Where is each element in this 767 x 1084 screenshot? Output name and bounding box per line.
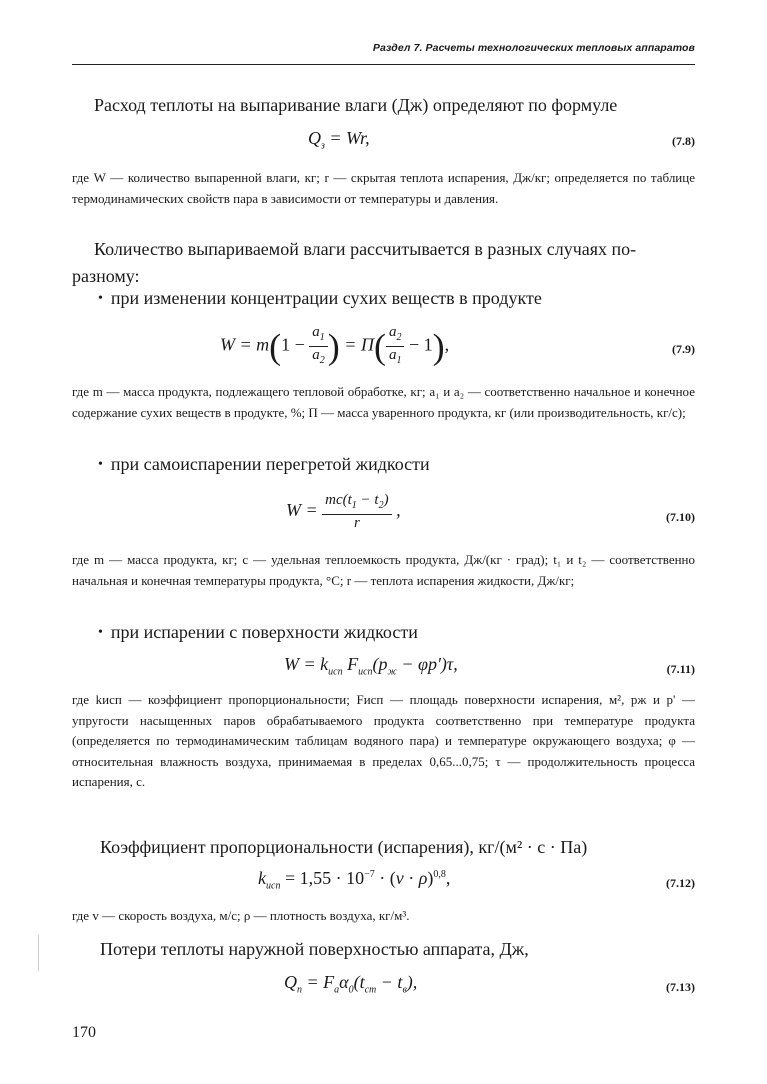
header-rule: [72, 64, 695, 65]
page-number: 170: [72, 1024, 96, 1041]
bullet-label: при изменении концентрации сухих веществ в продукте: [110, 288, 542, 308]
formula-7-8: [72, 128, 695, 168]
formula-7-9-expression: W = m(1 − $\frac{a_1}{a_2}$ ) = П( $\frac{a_2}{a_1}$ − 1),: [220, 324, 450, 367]
paragraph-proportionality-coefficient: Коэффициент пропорциональности (испарения), кг/(м² · с · Па): [100, 837, 588, 857]
bullet-concentration-change: [98, 286, 695, 313]
formula-7-9: [72, 324, 695, 374]
bullet-icon: •: [98, 625, 103, 640]
formula-7-13-number: (7.13): [666, 980, 695, 994]
bullet-surface-evaporation: [98, 620, 695, 647]
formula-7-8-number: (7.8): [672, 134, 695, 148]
bullet-icon: •: [98, 457, 103, 472]
margin-mark: [38, 935, 39, 971]
formula-7-8-expression: $Q_з = Wr$,: [308, 128, 370, 152]
formula-7-10-expression: W = $\frac{mc(t_1 - t_2)}{r}$ ,: [286, 492, 401, 531]
bullet-label: при испарении с поверхности жидкости: [110, 622, 418, 642]
paragraph-where-w-r: где W — количество выпаренной влаги, кг; r — скрытая теплота испарения, Дж/кг; определяется по таблице термодинамических свойств пара в зависимости от температуры и давления.: [72, 170, 695, 206]
formula-7-11-number: (7.11): [666, 662, 695, 676]
paragraph-where-m-a: где m — масса продукта, подлежащего тепловой обработке, кг; a₁ и a₂ — соответственно начальное и конечное содержание сухих веществ в продукте, %; П — масса уваренного продукта, кг (или производительность, кг/с);: [72, 384, 695, 420]
formula-7-13: [72, 972, 695, 1012]
bullet-label: при самоиспарении перегретой жидкости: [110, 454, 430, 474]
formula-7-13-expression: $Q_п = F_а\alpha_0(t_{ст} - t_в)$,: [284, 972, 418, 996]
formula-7-11: [72, 654, 695, 694]
formula-7-12-expression: $k_{исп} = 1,55 \cdot 10^{-7} \cdot (v \cdot \rho)^{0,8}$,: [258, 868, 451, 892]
formula-7-9-number: (7.9): [672, 342, 695, 356]
paragraph-heat-losses: Потери теплоты наружной поверхностью аппарата, Дж,: [100, 939, 529, 959]
paragraph-where-v-rho: где v — скорость воздуха, м/с; ρ — плотность воздуха, кг/м³.: [72, 908, 410, 923]
bullet-icon: •: [98, 291, 103, 306]
paragraph-evaporated-moisture: Количество выпариваемой влаги рассчитывается в разных случаях по-разному:: [72, 239, 637, 286]
bullet-self-evaporation: [98, 452, 695, 479]
paragraph-where-k-f-p: где kисп — коэффициент пропорциональности; Fисп — площадь поверхности испарения, м², pж и p' — упругости насыщенных паров обрабатываемого продукта соответственно при температуре продукта (определяется по термодинамическим таблицам водяного пара) и температуре окружающего воздуха; φ — относительная влажность воздуха, принимаемая в пределах 0,65...0,75; τ — продолжительность процесса испарения, с.: [72, 692, 695, 789]
formula-7-11-expression: $W = k_{исп}$ $F_{исп}(p_ж - \varphi p')\tau$,: [284, 654, 458, 678]
formula-7-10: [72, 492, 695, 540]
formula-7-12: [72, 868, 695, 908]
formula-7-10-number: (7.10): [666, 510, 695, 524]
running-header: Раздел 7. Расчеты технологических тепловых аппаратов: [372, 42, 695, 54]
formula-7-12-number: (7.12): [666, 876, 695, 890]
paragraph-where-m-c-t: где m — масса продукта, кг; c — удельная теплоемкость продукта, Дж/(кг · град); t₁ и t₂ — соответственно начальная и конечная температуры продукта, °С; r — теплота испарения жидкости, Дж/кг;: [72, 552, 695, 588]
paragraph-heat-intro: Расход теплоты на выпаривание влаги (Дж) определяют по формуле: [94, 95, 618, 115]
